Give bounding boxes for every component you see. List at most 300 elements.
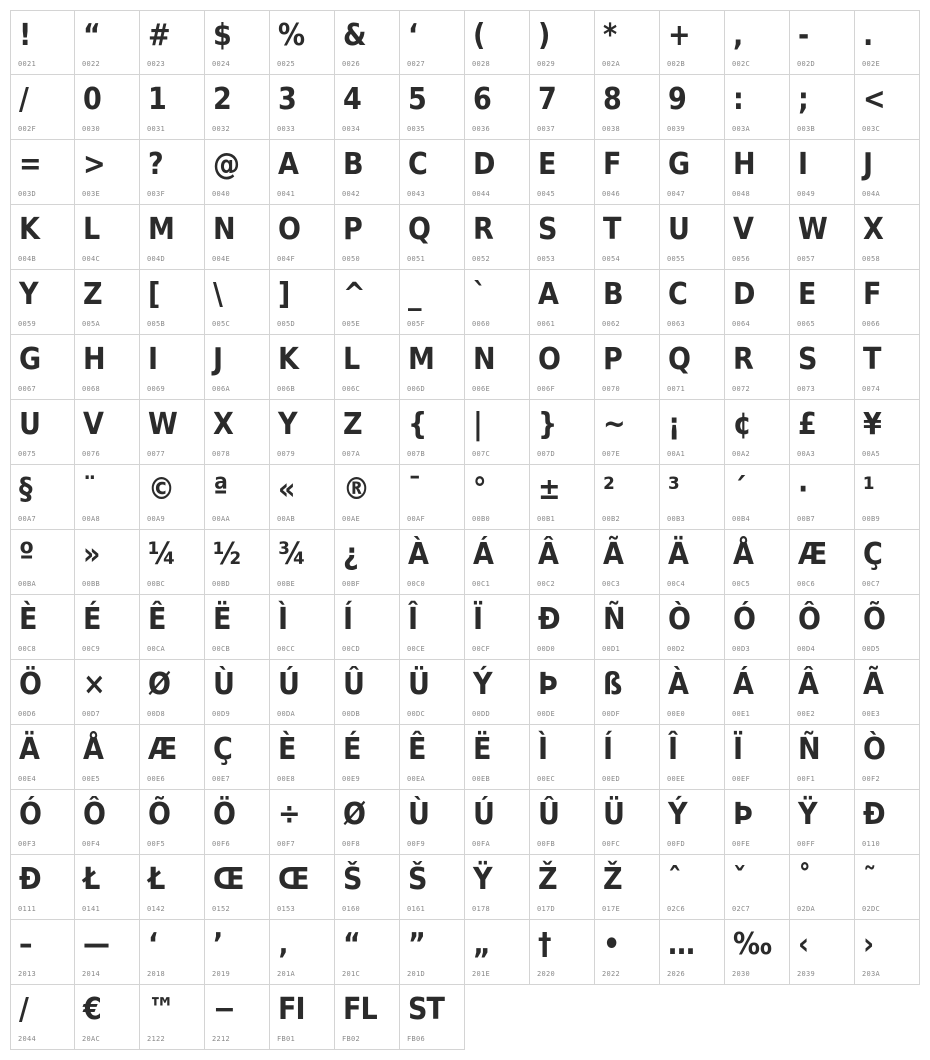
unicode-code-label: 00D1 <box>602 645 621 653</box>
glyph-sample: ³ <box>668 472 679 507</box>
unicode-code-label: 003E <box>82 190 101 198</box>
glyph-sample: A <box>278 147 298 182</box>
glyph-sample: Đ <box>863 797 885 832</box>
glyph-sample: Ã <box>603 537 623 572</box>
glyph-sample: 8 <box>603 82 621 117</box>
glyph-sample: À <box>668 667 688 702</box>
glyph-cell <box>855 855 920 920</box>
glyph-sample: C <box>408 147 427 182</box>
unicode-code-label: 0078 <box>212 450 231 458</box>
unicode-code-label: 00DA <box>277 710 296 718</box>
glyph-grid <box>10 10 920 1050</box>
glyph-sample: W <box>798 212 827 247</box>
glyph-cell <box>725 140 790 205</box>
glyph-sample: T <box>603 212 621 247</box>
unicode-code-label: 0076 <box>82 450 101 458</box>
unicode-code-label: 004D <box>147 255 166 263</box>
glyph-cell <box>530 920 595 985</box>
glyph-sample: Ü <box>603 797 624 832</box>
unicode-code-label: 0023 <box>147 60 166 68</box>
glyph-sample: ˇ <box>733 862 746 897</box>
glyph-cell <box>75 790 140 855</box>
unicode-code-label: 00C1 <box>472 580 491 588</box>
glyph-sample: Đ <box>19 862 41 897</box>
glyph-sample: < <box>863 82 885 117</box>
unicode-code-label: 00BE <box>277 580 296 588</box>
unicode-code-label: 0021 <box>18 60 37 68</box>
glyph-sample: \ <box>213 277 222 312</box>
glyph-cell <box>75 75 140 140</box>
glyph-sample: È <box>278 732 296 767</box>
glyph-cell <box>140 75 205 140</box>
glyph-sample: - <box>798 18 809 53</box>
glyph-cell <box>530 270 595 335</box>
unicode-code-label: 0045 <box>537 190 556 198</box>
glyph-cell <box>595 400 660 465</box>
glyph-cell <box>335 725 400 790</box>
unicode-code-label: 2014 <box>82 970 101 978</box>
unicode-code-label: 0063 <box>667 320 686 328</box>
unicode-code-label: 203A <box>862 970 881 978</box>
unicode-code-label: 002B <box>667 60 686 68</box>
unicode-code-label: 0022 <box>82 60 101 68</box>
glyph-cell <box>335 920 400 985</box>
glyph-sample: ´ <box>733 472 746 507</box>
glyph-sample: Á <box>473 537 493 572</box>
unicode-code-label: 006B <box>277 385 296 393</box>
glyph-sample: . <box>863 18 873 53</box>
unicode-code-label: 0036 <box>472 125 491 133</box>
glyph-sample: Y <box>278 407 297 442</box>
glyph-sample: + <box>668 18 690 53</box>
glyph-sample: N <box>473 342 495 377</box>
glyph-cell <box>75 985 140 1050</box>
glyph-sample: @ <box>213 147 239 182</box>
unicode-code-label: 0057 <box>797 255 816 263</box>
glyph-cell <box>595 270 660 335</box>
glyph-cell <box>75 140 140 205</box>
glyph-cell <box>270 465 335 530</box>
glyph-cell <box>465 75 530 140</box>
glyph-sample: S <box>538 212 557 247</box>
unicode-code-label: 00E2 <box>797 710 816 718</box>
glyph-sample: ¥ <box>863 407 881 442</box>
unicode-code-label: 006F <box>537 385 556 393</box>
glyph-sample: “ <box>83 18 100 53</box>
glyph-sample: ± <box>538 472 560 507</box>
glyph-sample: L <box>83 212 100 247</box>
unicode-code-label: 02DC <box>862 905 881 913</box>
unicode-code-label: 00C6 <box>797 580 816 588</box>
glyph-cell <box>595 725 660 790</box>
glyph-cell <box>790 790 855 855</box>
glyph-cell <box>725 465 790 530</box>
unicode-code-label: 0064 <box>732 320 751 328</box>
glyph-sample: Ö <box>19 667 41 702</box>
unicode-code-label: 002C <box>732 60 751 68</box>
glyph-sample: Í <box>343 602 353 637</box>
unicode-code-label: 00FC <box>602 840 621 848</box>
glyph-cell <box>10 205 75 270</box>
unicode-code-label: 003F <box>147 190 166 198</box>
glyph-sample: £ <box>798 407 816 442</box>
glyph-cell <box>530 530 595 595</box>
unicode-code-label: 0024 <box>212 60 231 68</box>
unicode-code-label: 0048 <box>732 190 751 198</box>
glyph-cell <box>790 920 855 985</box>
glyph-cell <box>790 270 855 335</box>
glyph-sample: FI <box>278 992 305 1027</box>
unicode-code-label: FB01 <box>277 1035 296 1043</box>
unicode-code-label: 002E <box>862 60 881 68</box>
unicode-code-label: 00D7 <box>82 710 101 718</box>
unicode-code-label: 0061 <box>537 320 556 328</box>
glyph-sample: Ž <box>538 862 557 897</box>
unicode-code-label: 002D <box>797 60 816 68</box>
glyph-cell <box>725 790 790 855</box>
unicode-code-label: 00CC <box>277 645 296 653</box>
glyph-cell <box>790 855 855 920</box>
glyph-sample: Ó <box>19 797 41 832</box>
glyph-sample: Ì <box>538 732 548 767</box>
glyph-sample: ˆ <box>668 862 681 897</box>
glyph-cell <box>465 790 530 855</box>
glyph-cell <box>205 985 270 1050</box>
glyph-sample: Ï <box>473 602 483 637</box>
unicode-code-label: 00CB <box>212 645 231 653</box>
unicode-code-label: 003C <box>862 125 881 133</box>
glyph-sample: : <box>733 82 743 117</box>
glyph-sample: É <box>343 732 361 767</box>
unicode-code-label: 0054 <box>602 255 621 263</box>
unicode-code-label: 0110 <box>862 840 881 848</box>
unicode-code-label: 00F6 <box>212 840 231 848</box>
unicode-code-label: 00D3 <box>732 645 751 653</box>
glyph-sample: ° <box>473 472 486 507</box>
glyph-cell <box>595 530 660 595</box>
glyph-sample: Ú <box>278 667 299 702</box>
unicode-code-label: 00DC <box>407 710 426 718</box>
glyph-cell <box>400 660 465 725</box>
glyph-sample: ¹ <box>863 472 874 507</box>
unicode-code-label: 00EA <box>407 775 426 783</box>
glyph-cell <box>400 75 465 140</box>
glyph-cell <box>400 465 465 530</box>
unicode-code-label: 0111 <box>18 905 37 913</box>
unicode-code-label: 00E7 <box>212 775 231 783</box>
unicode-code-label: 201D <box>407 970 426 978</box>
glyph-sample: F <box>863 277 881 312</box>
unicode-code-label: 0037 <box>537 125 556 133</box>
glyph-sample: Å <box>83 732 103 767</box>
glyph-sample: L <box>343 342 360 377</box>
unicode-code-label: 007A <box>342 450 361 458</box>
unicode-code-label: 0055 <box>667 255 686 263</box>
unicode-code-label: 0075 <box>18 450 37 458</box>
glyph-cell <box>530 465 595 530</box>
glyph-cell <box>140 985 205 1050</box>
unicode-code-label: 005A <box>82 320 101 328</box>
glyph-sample: ‘ <box>408 18 418 53</box>
glyph-sample: Þ <box>538 667 557 702</box>
glyph-cell <box>10 270 75 335</box>
glyph-sample: ¾ <box>278 537 305 572</box>
glyph-cell <box>205 465 270 530</box>
glyph-sample: Ó <box>733 602 755 637</box>
glyph-cell <box>725 75 790 140</box>
unicode-code-label: 00BA <box>18 580 37 588</box>
glyph-cell <box>660 920 725 985</box>
unicode-code-label: 0142 <box>147 905 166 913</box>
glyph-cell <box>595 660 660 725</box>
glyph-sample: Ã <box>863 667 883 702</box>
glyph-sample: ” <box>408 927 425 962</box>
unicode-code-label: 00E1 <box>732 710 751 718</box>
unicode-code-label: 007D <box>537 450 556 458</box>
glyph-cell <box>75 335 140 400</box>
glyph-sample: È <box>19 602 37 637</box>
glyph-cell <box>75 270 140 335</box>
glyph-sample: ) <box>538 18 550 53</box>
unicode-code-label: 00B4 <box>732 515 751 523</box>
glyph-cell <box>140 595 205 660</box>
unicode-code-label: 2022 <box>602 970 621 978</box>
glyph-cell <box>855 10 920 75</box>
glyph-cell <box>10 465 75 530</box>
glyph-cell <box>270 205 335 270</box>
glyph-sample: † <box>538 927 551 962</box>
unicode-code-label: 00BD <box>212 580 231 588</box>
glyph-sample: Û <box>538 797 559 832</box>
glyph-cell <box>270 985 335 1050</box>
glyph-cell <box>465 335 530 400</box>
unicode-code-label: 006E <box>472 385 491 393</box>
glyph-sample: ½ <box>213 537 240 572</box>
glyph-sample: ! <box>19 18 31 53</box>
unicode-code-label: 00FF <box>797 840 816 848</box>
glyph-cell <box>10 595 75 660</box>
glyph-sample: Ÿ <box>798 797 817 832</box>
unicode-code-label: 0060 <box>472 320 491 328</box>
unicode-code-label: 0077 <box>147 450 166 458</box>
glyph-cell <box>725 400 790 465</box>
glyph-sample: Œ <box>278 862 309 897</box>
glyph-sample: Î <box>668 732 678 767</box>
glyph-cell <box>270 790 335 855</box>
glyph-cell <box>855 790 920 855</box>
unicode-code-label: 003B <box>797 125 816 133</box>
glyph-sample: ¢ <box>733 407 751 442</box>
glyph-sample: Ñ <box>603 602 625 637</box>
glyph-sample: S <box>798 342 817 377</box>
glyph-sample: ¡ <box>668 407 680 442</box>
glyph-sample: ¯ <box>408 472 421 507</box>
glyph-sample: º <box>19 537 34 572</box>
glyph-sample: Ù <box>408 797 429 832</box>
glyph-cell <box>465 595 530 660</box>
unicode-code-label: 00AE <box>342 515 361 523</box>
glyph-sample: X <box>213 407 233 442</box>
glyph-sample: C <box>668 277 687 312</box>
unicode-code-label: 00B1 <box>537 515 556 523</box>
glyph-sample: J <box>863 147 873 182</box>
glyph-sample: A <box>538 277 558 312</box>
unicode-code-label: 201E <box>472 970 491 978</box>
glyph-cell <box>10 790 75 855</box>
unicode-code-label: 00B3 <box>667 515 686 523</box>
glyph-sample: ˜ <box>863 862 876 897</box>
unicode-code-label: 0052 <box>472 255 491 263</box>
glyph-cell <box>10 920 75 985</box>
glyph-sample: X <box>863 212 883 247</box>
glyph-cell <box>10 660 75 725</box>
glyph-sample: · <box>798 472 808 507</box>
unicode-code-label: 00C3 <box>602 580 621 588</box>
unicode-code-label: 00FA <box>472 840 491 848</box>
glyph-sample: M <box>148 212 174 247</box>
glyph-cell <box>855 725 920 790</box>
glyph-sample: Q <box>408 212 430 247</box>
glyph-sample: ‰ <box>733 927 771 962</box>
glyph-cell <box>725 270 790 335</box>
unicode-code-label: 2018 <box>147 970 166 978</box>
glyph-sample: E <box>798 277 816 312</box>
glyph-cell <box>595 140 660 205</box>
glyph-cell <box>75 465 140 530</box>
glyph-cell <box>10 10 75 75</box>
glyph-sample: — <box>83 927 109 962</box>
glyph-sample: É <box>83 602 101 637</box>
glyph-sample: Ł <box>83 862 100 897</box>
glyph-cell <box>270 530 335 595</box>
glyph-sample: § <box>19 472 32 507</box>
unicode-code-label: 00F5 <box>147 840 166 848</box>
unicode-code-label: 00BC <box>147 580 166 588</box>
glyph-sample: Â <box>538 537 558 572</box>
unicode-code-label: 0033 <box>277 125 296 133</box>
glyph-cell <box>75 595 140 660</box>
glyph-sample: − <box>213 992 235 1027</box>
glyph-cell <box>140 660 205 725</box>
glyph-sample: Z <box>343 407 362 442</box>
glyph-cell <box>335 985 400 1050</box>
glyph-sample: = <box>19 147 41 182</box>
glyph-cell <box>660 855 725 920</box>
glyph-sample: • <box>603 927 620 962</box>
unicode-code-label: 006C <box>342 385 361 393</box>
unicode-code-label: 004F <box>277 255 296 263</box>
glyph-cell <box>270 10 335 75</box>
unicode-code-label: 003A <box>732 125 751 133</box>
glyph-sample: Ñ <box>798 732 820 767</box>
glyph-cell <box>335 335 400 400</box>
unicode-code-label: 201C <box>342 970 361 978</box>
unicode-code-label: 0141 <box>82 905 101 913</box>
unicode-code-label: 00C4 <box>667 580 686 588</box>
unicode-code-label: 0034 <box>342 125 361 133</box>
glyph-sample: Ø <box>343 797 365 832</box>
glyph-cell <box>530 75 595 140</box>
glyph-sample: O <box>538 342 560 377</box>
glyph-sample: Ê <box>148 602 166 637</box>
glyph-sample: Ÿ <box>473 862 492 897</box>
unicode-code-label: 00C9 <box>82 645 101 653</box>
glyph-sample: Õ <box>148 797 170 832</box>
glyph-cell <box>660 140 725 205</box>
glyph-sample: * <box>603 18 617 53</box>
unicode-code-label: 00F2 <box>862 775 881 783</box>
glyph-sample: / <box>19 82 28 117</box>
glyph-cell <box>270 855 335 920</box>
glyph-sample: , <box>733 18 743 53</box>
glyph-sample: D <box>733 277 755 312</box>
glyph-cell <box>75 10 140 75</box>
glyph-sample: ‹ <box>798 927 809 962</box>
unicode-code-label: 017E <box>602 905 621 913</box>
glyph-cell <box>855 400 920 465</box>
glyph-sample: Š <box>343 862 362 897</box>
unicode-code-label: 00E5 <box>82 775 101 783</box>
glyph-cell <box>790 75 855 140</box>
glyph-cell <box>335 400 400 465</box>
glyph-sample: 6 <box>473 82 491 117</box>
glyph-cell <box>75 660 140 725</box>
glyph-cell <box>400 10 465 75</box>
glyph-cell <box>855 920 920 985</box>
glyph-sample: Ä <box>668 537 688 572</box>
unicode-code-label: 2030 <box>732 970 751 978</box>
glyph-sample: “ <box>343 927 360 962</box>
glyph-sample: Ç <box>863 537 882 572</box>
unicode-code-label: 00CF <box>472 645 491 653</box>
glyph-sample: P <box>603 342 622 377</box>
glyph-cell <box>10 985 75 1050</box>
glyph-cell <box>205 335 270 400</box>
glyph-sample: H <box>83 342 105 377</box>
glyph-cell <box>855 465 920 530</box>
glyph-sample: Œ <box>213 862 244 897</box>
glyph-cell <box>75 855 140 920</box>
unicode-code-label: 00A1 <box>667 450 686 458</box>
glyph-sample: ¨ <box>83 472 96 507</box>
glyph-sample: G <box>668 147 690 182</box>
glyph-sample: ÷ <box>278 797 300 832</box>
glyph-cell <box>530 335 595 400</box>
glyph-sample: R <box>733 342 753 377</box>
unicode-code-label: 00E3 <box>862 710 881 718</box>
unicode-code-label: 0072 <box>732 385 751 393</box>
glyph-cell <box>790 595 855 660</box>
glyph-sample: Î <box>408 602 418 637</box>
glyph-sample: Þ <box>733 797 752 832</box>
unicode-code-label: 00A7 <box>18 515 37 523</box>
glyph-cell <box>855 530 920 595</box>
glyph-cell <box>400 595 465 660</box>
glyph-sample: Ë <box>473 732 491 767</box>
unicode-code-label: 005C <box>212 320 231 328</box>
glyph-sample: Y <box>19 277 38 312</box>
glyph-sample: 4 <box>343 82 361 117</box>
unicode-code-label: 0153 <box>277 905 296 913</box>
glyph-cell <box>790 140 855 205</box>
glyph-sample: F <box>603 147 621 182</box>
unicode-code-label: 0074 <box>862 385 881 393</box>
glyph-cell <box>465 270 530 335</box>
glyph-cell <box>725 920 790 985</box>
glyph-sample: K <box>278 342 298 377</box>
unicode-code-label: 0068 <box>82 385 101 393</box>
unicode-code-label: 0038 <box>602 125 621 133</box>
